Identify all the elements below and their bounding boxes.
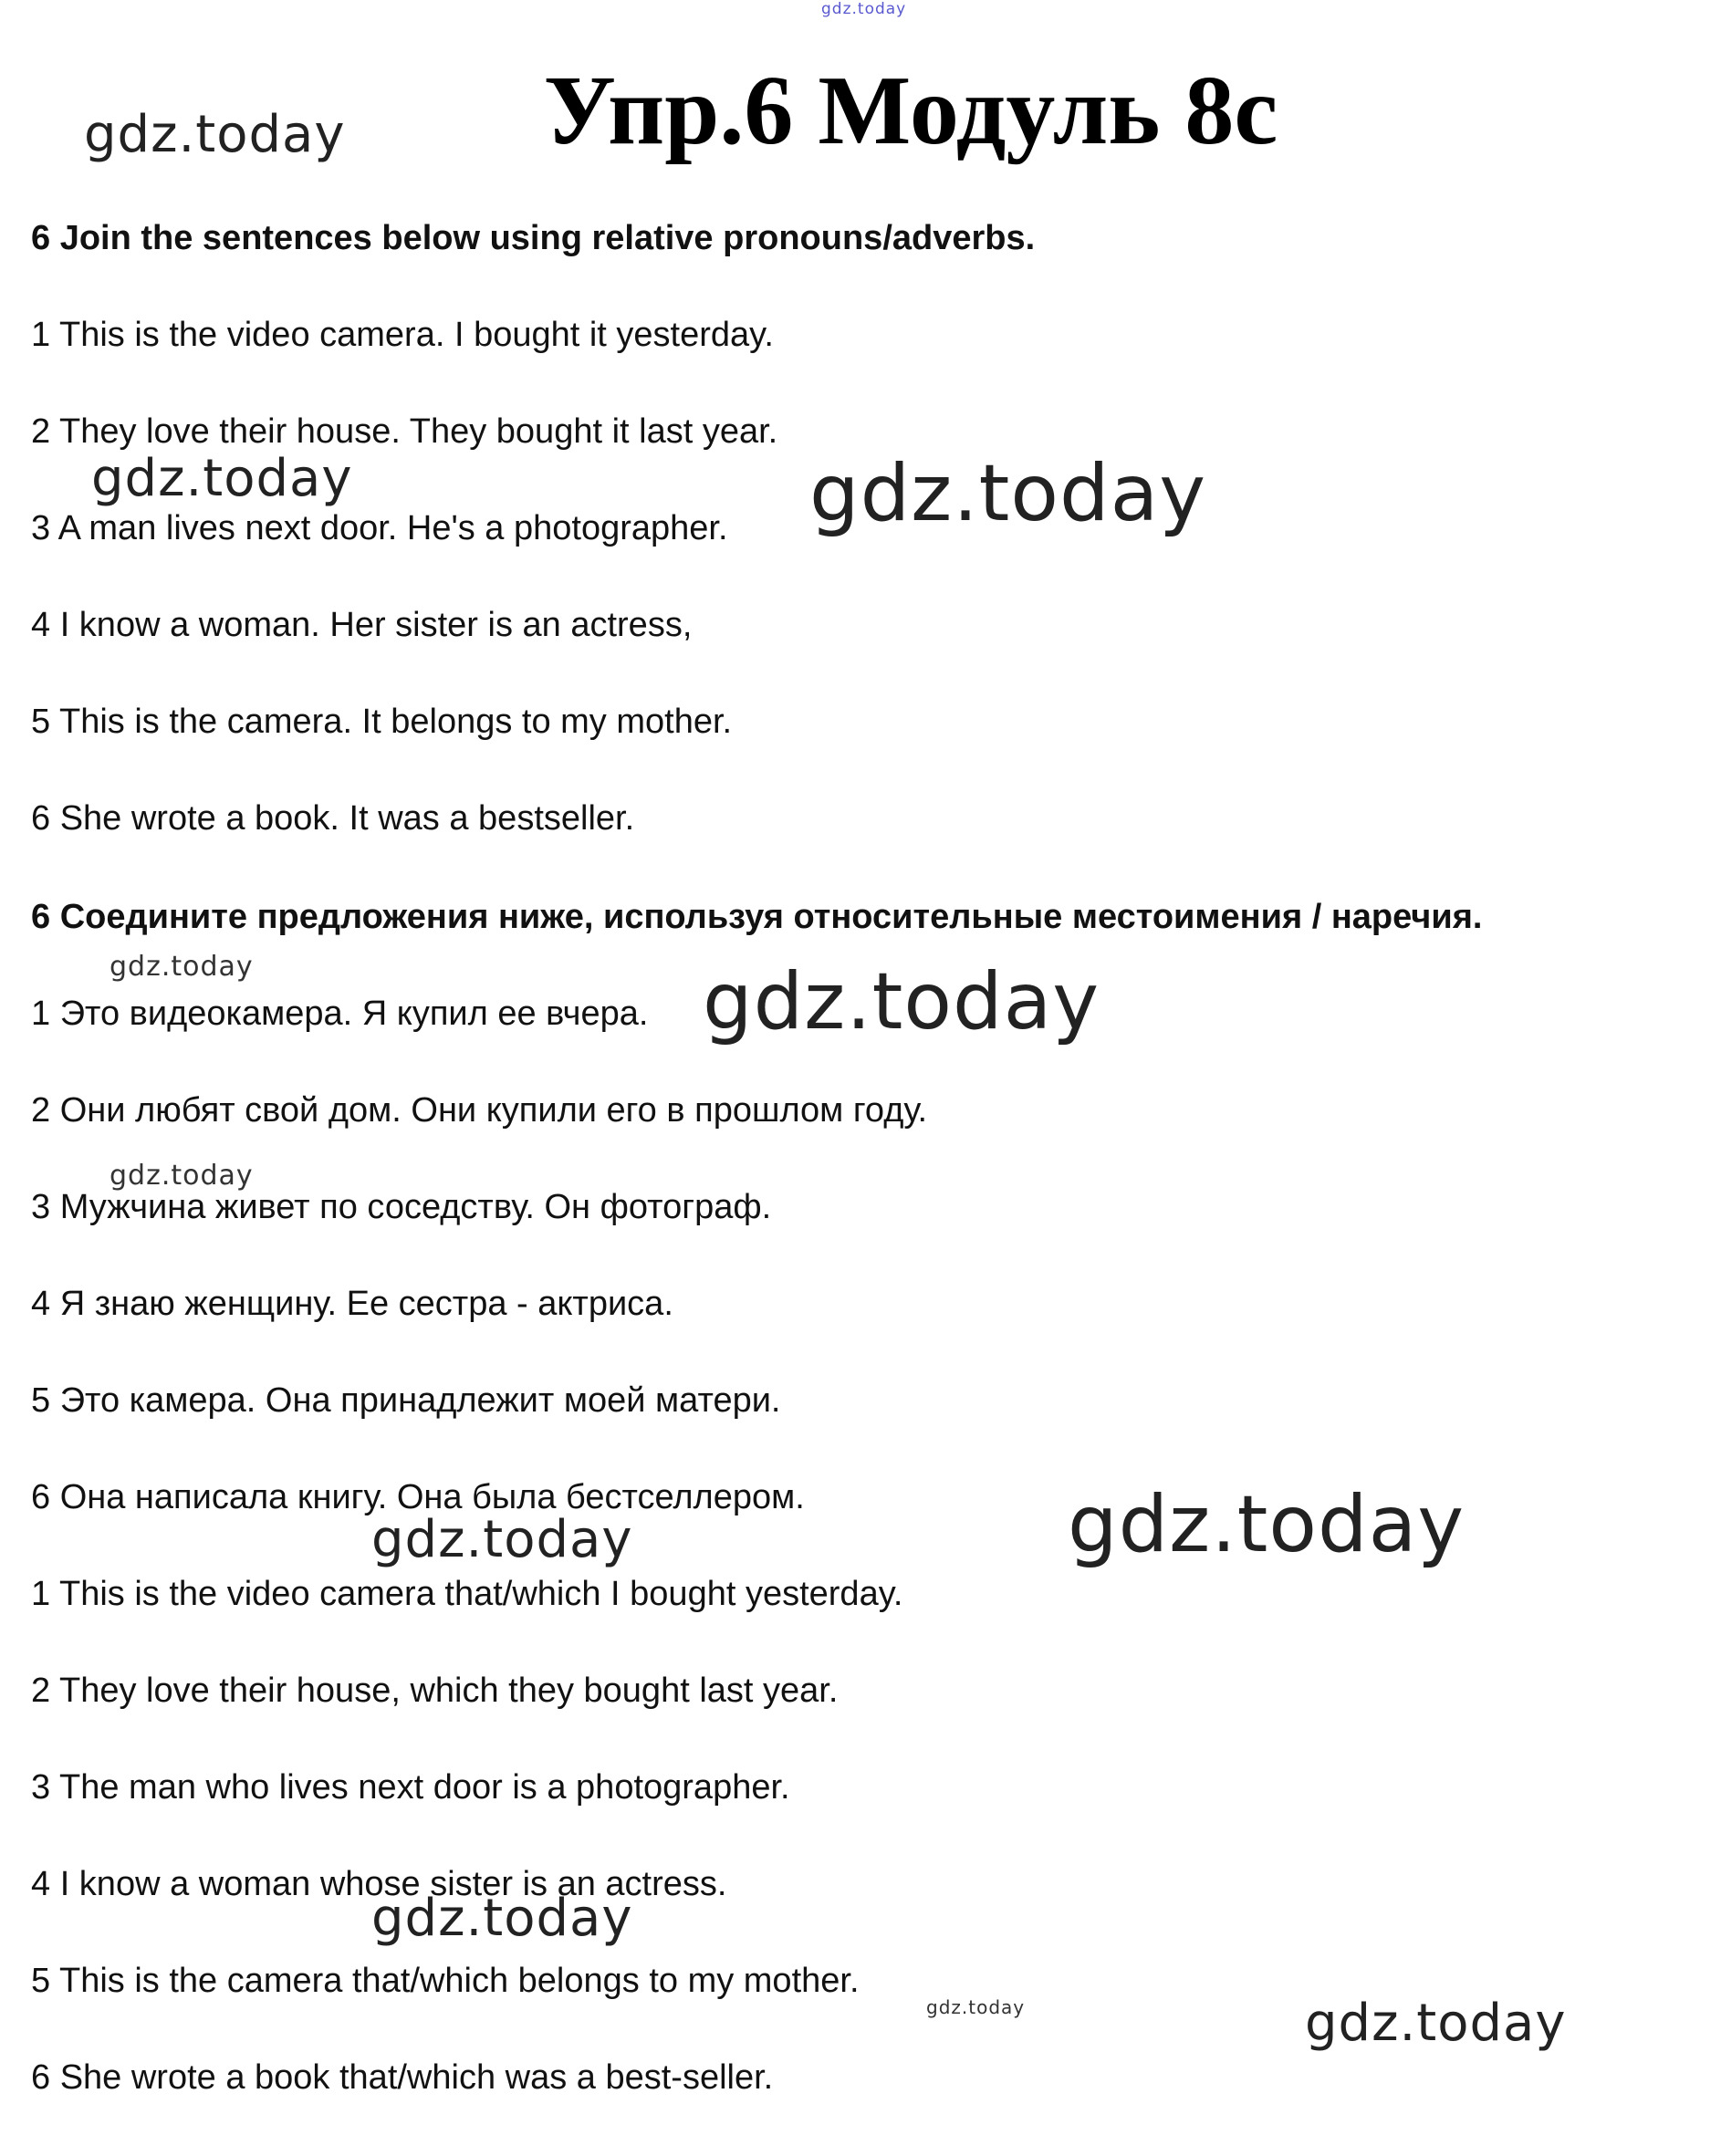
watermark: gdz.today <box>371 1510 633 1569</box>
watermark: gdz.today <box>1305 1994 1567 2053</box>
task-ru-heading: 6 Соедините предложения ниже, используя относительные местоимения / наречия. <box>31 898 1483 936</box>
watermark: gdz.today <box>110 951 254 983</box>
watermark-top: gdz.today <box>821 0 907 18</box>
task-en-item-6: 6 She wrote a book. It was a bestseller. <box>31 799 635 838</box>
answer-item-2: 2 They love their house, which they bought last year. <box>31 1672 839 1710</box>
answer-item-1: 1 This is the video camera that/which I bought yesterday. <box>31 1575 903 1613</box>
page-title: Упр.6 Модуль 8с <box>543 57 1278 165</box>
watermark: gdz.today <box>84 105 346 164</box>
task-en-item-2: 2 They love their house. They bought it last year. <box>31 412 778 451</box>
task-en-item-4: 4 I know a woman. Her sister is an actress, <box>31 606 693 644</box>
answer-item-3: 3 The man who lives next door is a photographer. <box>31 1768 790 1807</box>
answer-item-4: 4 I know a woman whose sister is an actress. <box>31 1865 727 1903</box>
watermark: gdz.today <box>703 956 1100 1047</box>
watermark: gdz.today <box>91 449 353 508</box>
watermark: gdz.today <box>809 448 1207 539</box>
watermark: gdz.today <box>926 1996 1026 2018</box>
task-ru-item-2: 2 Они любят свой дом. Они купили его в прошлом году. <box>31 1091 928 1130</box>
answer-item-6: 6 She wrote a book that/which was a best-seller. <box>31 2058 774 2097</box>
task-ru-item-4: 4 Я знаю женщину. Ее сестра - актриса. <box>31 1285 673 1323</box>
task-en-item-1: 1 This is the video camera. I bought it yesterday. <box>31 316 774 354</box>
watermark: gdz.today <box>371 1889 633 1948</box>
answer-item-5: 5 This is the camera that/which belongs to my mother. <box>31 1962 860 2000</box>
watermark: gdz.today <box>1068 1479 1465 1570</box>
task-en-item-5: 5 This is the camera. It belongs to my mother. <box>31 703 733 741</box>
task-en-heading: 6 Join the sentences below using relative pronouns/adverbs. <box>31 219 1036 257</box>
task-en-item-3: 3 A man lives next door. He's a photographer. <box>31 509 728 547</box>
task-ru-item-6: 6 Она написала книгу. Она была бестселлером. <box>31 1478 805 1516</box>
watermark: gdz.today <box>110 1160 254 1192</box>
task-ru-item-1: 1 Это видеокамера. Я купил ее вчера. <box>31 995 649 1033</box>
task-ru-item-3: 3 Мужчина живет по соседству. Он фотограф. <box>31 1188 772 1226</box>
task-ru-item-5: 5 Это камера. Она принадлежит моей матери. <box>31 1381 781 1420</box>
